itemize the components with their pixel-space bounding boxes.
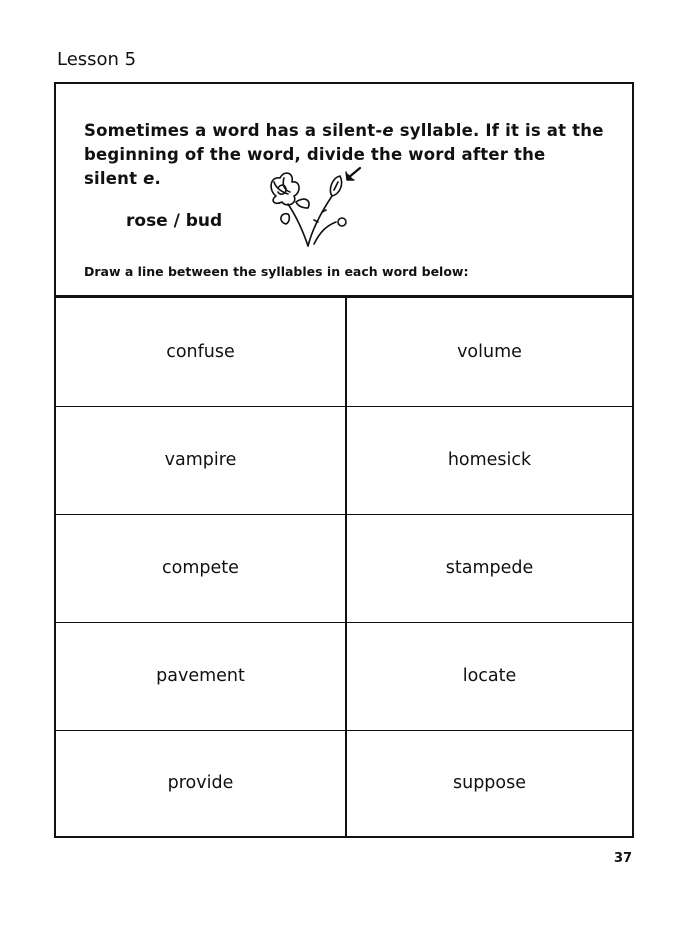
word-grid <box>56 298 632 836</box>
word-cell[interactable] <box>347 298 632 406</box>
rule-box <box>56 84 632 298</box>
word-cell[interactable] <box>347 514 632 622</box>
word: confuse <box>166 342 235 362</box>
word: homesick <box>447 450 532 470</box>
instruction-text: Draw a line between the syllables in each word below: <box>84 264 469 279</box>
word: compete <box>162 558 239 578</box>
word: volume <box>457 342 522 362</box>
word-cell[interactable] <box>56 298 345 406</box>
rule-text: Sometimes a word has a silent-e syllable. If it is at the beginning of the word, divide the word after the silent e. <box>84 121 604 188</box>
lesson-title: Lesson 5 <box>57 49 137 70</box>
word: locate <box>462 666 517 686</box>
rose-bud-illustration <box>262 166 366 248</box>
word: vampire <box>164 450 237 470</box>
word-cell[interactable] <box>347 730 632 836</box>
word-cell[interactable] <box>347 622 632 730</box>
word: suppose <box>452 773 527 793</box>
word: stampede <box>445 558 534 578</box>
page-number: 37 <box>614 851 633 866</box>
example-rose-bud: rose / bud <box>126 211 223 231</box>
word-cell[interactable] <box>56 514 345 622</box>
word: provide <box>167 773 234 793</box>
word-cell[interactable] <box>56 622 345 730</box>
worksheet-frame <box>54 82 634 838</box>
word-cell[interactable] <box>56 406 345 514</box>
word-cell[interactable] <box>347 406 632 514</box>
word-cell[interactable] <box>56 730 345 836</box>
word: pavement <box>156 666 245 686</box>
